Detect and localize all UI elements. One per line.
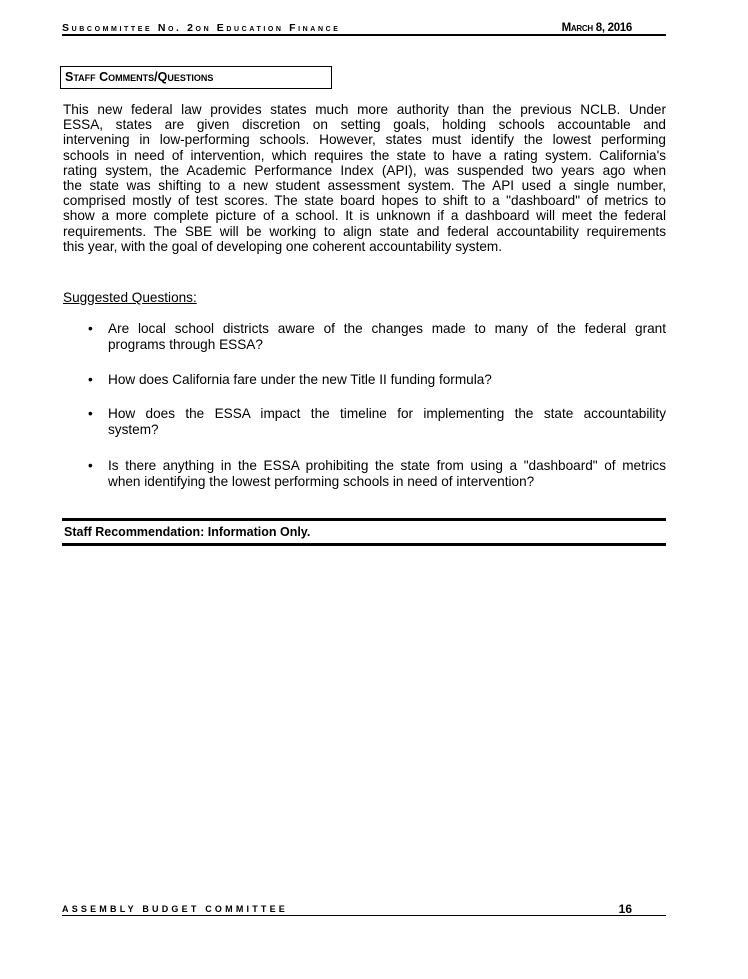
- page-footer: [62, 902, 666, 916]
- question-line: Is there anything in the ESSA prohibiting the state from using a "dashboard" of metrics: [108, 458, 666, 473]
- staff-recommendation: Staff Recommendation: Information Only.: [64, 525, 311, 539]
- suggested-questions-heading: [63, 290, 197, 305]
- staff-comments-paragraph: [63, 102, 666, 254]
- paragraph-line: the state was shifting to a new student assessment system. The API used a single number,: [63, 178, 666, 194]
- paragraph-line: ESSA, states are given discretion on setting goals, holding schools accountable and: [63, 117, 666, 133]
- bullet-icon: •: [88, 372, 93, 387]
- paragraph-line: This new federal law provides states much more authority than the previous NCLB. Under: [63, 102, 666, 117]
- bullet-icon: •: [88, 458, 93, 473]
- paragraph-line: this year, with the goal of developing one coherent accountability system.: [63, 238, 503, 254]
- question-line: programs through ESSA?: [108, 337, 263, 352]
- page-number: 16: [618, 902, 632, 916]
- paragraph-line: show a more complete picture of a school. It is unknown if a dashboard will meet the federal: [63, 208, 666, 224]
- divider-top: [62, 518, 666, 521]
- paragraph-line: requirements. The SBE will be working to align state and federal accountability requirements: [63, 223, 666, 239]
- suggested-questions-label: Suggested Questions: [63, 290, 193, 305]
- question-line: How does California fare under the new Title II funding formula?: [108, 372, 492, 387]
- question-item: [88, 406, 666, 438]
- question-item: [88, 458, 666, 490]
- header-title: Subcommittee No. 2on Education Finance: [62, 22, 341, 34]
- header-date: March 8, 2016: [561, 22, 632, 34]
- question-line: system?: [108, 422, 159, 437]
- suggested-questions-colon: :: [192, 290, 197, 305]
- paragraph-line: rating system, the Academic Performance Index (API), was suspended two years ago when: [63, 162, 666, 178]
- bullet-icon: •: [88, 406, 93, 421]
- question-item: [88, 321, 666, 353]
- question-line: Are local school districts aware of the changes made to many of the federal grant: [108, 321, 666, 336]
- footer-committee: ASSEMBLY BUDGET COMMITTEE: [62, 904, 289, 914]
- bullet-icon: •: [88, 321, 93, 336]
- paragraph-line: comprised mostly of test scores. The state board hopes to shift to a "dashboard" of metrics to: [63, 193, 666, 209]
- paragraph-line: intervening in low-performing schools. However, states must identify the lowest performing: [63, 132, 666, 148]
- question-item: [88, 372, 666, 388]
- divider-bottom: [62, 543, 666, 546]
- question-line: when identifying the lowest performing schools in need of intervention?: [108, 474, 535, 489]
- section-title: Staff Comments/Questions: [60, 66, 332, 89]
- page-header: [62, 20, 666, 36]
- paragraph-line: schools in need of intervention, which requires the state to have a rating system. California's: [63, 147, 666, 163]
- question-line: How does the ESSA impact the timeline for implementing the state accountability: [108, 406, 666, 421]
